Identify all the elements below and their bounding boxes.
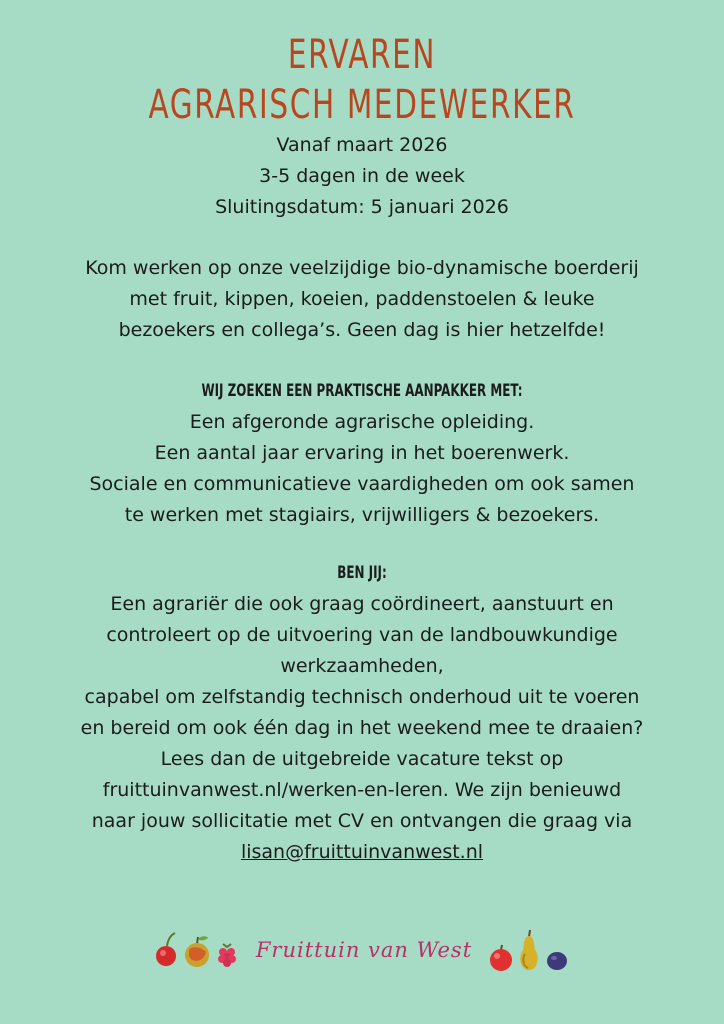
intro-line: bezoekers en collega’s. Geen dag is hier hetzelfde! <box>118 319 606 341</box>
requirement-line: Een afgeronde agrarische opleiding. <box>189 411 535 433</box>
requirements-heading: WIJ ZOEKEN EEN PRAKTISCHE AANPAKKER MET: <box>201 381 523 401</box>
pear-icon <box>516 928 542 972</box>
profile-heading: BEN JIJ: <box>337 563 387 583</box>
profile-line: naar jouw sollicitatie met CV en ontvangen die graag via <box>91 810 633 832</box>
work-days: 3-5 dagen in de week <box>259 165 465 187</box>
closing-date: Sluitingsdatum: 5 januari 2026 <box>215 196 509 218</box>
page-title <box>65 0 659 130</box>
title-line-1: ERVAREN <box>287 32 437 78</box>
intro-line: Kom werken op onze veelzijdige bio-dynamische boerderij <box>85 257 639 279</box>
intro-line: met fruit, kippen, koeien, paddenstoelen & leuke <box>129 288 595 310</box>
requirements-list <box>0 407 724 531</box>
job-meta <box>0 130 724 223</box>
brand-logo: Fruittuin van West <box>255 938 473 962</box>
profile-line: Een agrariër die ook graag coördineert, aanstuurt en <box>110 593 614 615</box>
apple-icon <box>182 934 212 968</box>
start-date: Vanaf maart 2026 <box>276 134 448 156</box>
intro-paragraph <box>0 253 724 346</box>
title-line-2: AGRARISCH MEDEWERKER <box>148 82 576 128</box>
requirement-line: Sociale en communicatieve vaardigheden om ook samen <box>89 473 635 495</box>
requirement-line: te werken met stagiairs, vrijwilligers & bezoekers. <box>124 504 600 526</box>
cherry-icon <box>154 932 180 968</box>
right-fruits <box>488 928 570 972</box>
plum-icon <box>544 946 570 972</box>
profile-line: controleert op de uitvoering van de landbouwkundige <box>106 624 618 646</box>
raspberry-icon <box>214 938 240 968</box>
profile-line: capabel om zelfstandig technisch onderhoud uit te voeren <box>84 686 640 708</box>
profile-line: fruittuinvanwest.nl/werken-en-leren. We zijn benieuwd <box>102 779 622 801</box>
profile-line: en bereid om ook één dag in het weekend mee te draaien? <box>80 717 644 739</box>
brand-footer <box>0 928 724 972</box>
red-apple-icon <box>488 942 514 972</box>
email-link[interactable]: lisan@fruittuinvanwest.nl <box>240 841 484 863</box>
profile-text <box>0 589 724 868</box>
profile-line: werkzaamheden, <box>280 655 444 677</box>
left-fruits <box>154 932 240 968</box>
requirement-line: Een aantal jaar ervaring in het boerenwerk. <box>154 442 570 464</box>
profile-line: Lees dan de uitgebreide vacature tekst op <box>160 748 564 770</box>
